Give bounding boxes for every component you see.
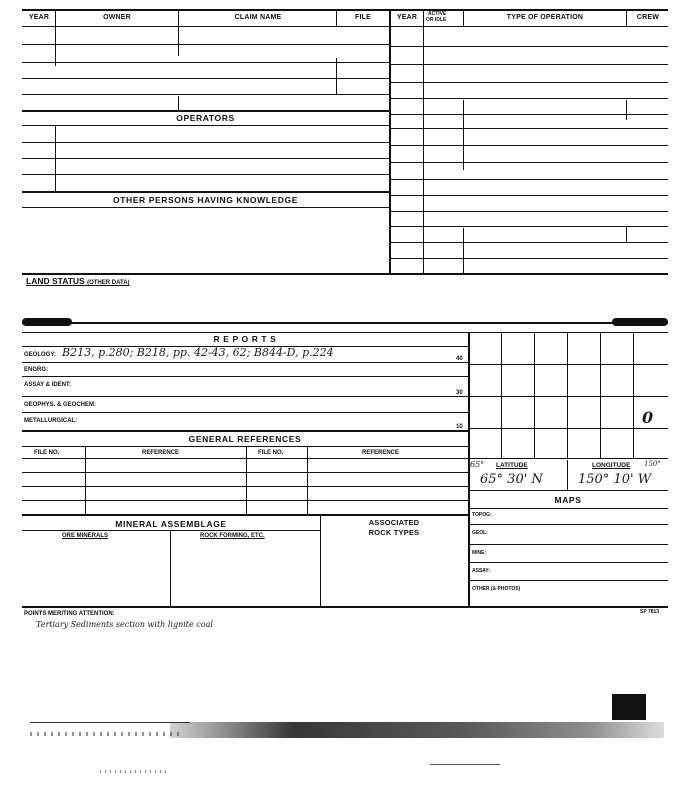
report-label-engrg: ENGRG: bbox=[24, 367, 48, 373]
maps-other: OTHER (& PHOTOS) bbox=[472, 586, 521, 592]
header-type-of-operation: TYPE OF OPERATION bbox=[506, 14, 584, 21]
report-num-30: 30 bbox=[456, 390, 463, 396]
maps-title: MAPS bbox=[554, 495, 582, 505]
report-label-assay: ASSAY & IDENT: bbox=[24, 382, 72, 388]
land-status-title: LAND STATUS bbox=[26, 276, 85, 286]
report-label-geophys: GEOPHYS. & GEOCHEM: bbox=[24, 402, 97, 408]
report-label-geology: GEOLOGY: bbox=[24, 352, 56, 358]
header-year-2: YEAR bbox=[396, 14, 418, 21]
associated-label: ASSOCIATED bbox=[368, 518, 420, 527]
land-status-subtitle: (OTHER DATA) bbox=[87, 280, 130, 286]
operators-title: OPERATORS bbox=[176, 113, 235, 123]
scan-smudge-band bbox=[170, 722, 664, 738]
grid-mark: 0 bbox=[642, 408, 654, 427]
report-num-40: 40 bbox=[456, 356, 463, 362]
rock-types-label: ROCK TYPES bbox=[368, 528, 420, 537]
maps-topog: TOPOG: bbox=[472, 512, 492, 518]
points-meriting-label: POINTS MERITING ATTENTION: bbox=[24, 611, 115, 617]
report-value-geology: B213, p.280; B218, pp. 42-43, 62; B844-D, p.224 bbox=[62, 346, 334, 359]
scan-speckle-2 bbox=[100, 770, 170, 773]
header-year: YEAR bbox=[28, 14, 50, 21]
maps-mine: MINE: bbox=[472, 550, 487, 556]
report-label-metallurgical: METALLURGICAL: bbox=[24, 418, 78, 424]
scan-black-block bbox=[612, 694, 646, 720]
form-number: SP 7813 bbox=[640, 609, 660, 615]
ref-header-file-no-1: FILE NO. bbox=[34, 450, 60, 456]
section-divider bbox=[22, 322, 668, 324]
header-claim-name: CLAIM NAME bbox=[234, 14, 282, 21]
latitude-label: LATITUDE bbox=[496, 462, 528, 469]
header-or-idle: OR IDLE bbox=[426, 17, 447, 23]
other-persons-title: OTHER PERSONS HAVING KNOWLEDGE bbox=[112, 195, 299, 205]
left-tab bbox=[22, 318, 72, 326]
scan-speckle bbox=[30, 732, 180, 736]
mineral-assemblage-title: MINERAL ASSEMBLAGE bbox=[115, 519, 227, 529]
longitude-suffix: 150° bbox=[644, 460, 661, 468]
longitude-label: LONGITUDE bbox=[592, 462, 631, 469]
scan-line-bottom bbox=[430, 764, 500, 765]
rock-forming-header: ROCK FORMING, ETC. bbox=[200, 533, 265, 539]
right-tab bbox=[612, 318, 668, 326]
ref-header-reference-2: REFERENCE bbox=[362, 450, 400, 456]
scan-line-left bbox=[30, 722, 190, 723]
ore-minerals-header: ORE MINERALS bbox=[62, 533, 109, 539]
report-num-10: 10 bbox=[456, 424, 463, 430]
header-active: ACTIVE bbox=[428, 11, 447, 17]
header-owner: OWNER bbox=[103, 14, 131, 21]
general-references-title: GENERAL REFERENCES bbox=[188, 434, 302, 444]
ref-header-file-no-2: FILE NO. bbox=[258, 450, 284, 456]
longitude-value: 150° 10' W bbox=[578, 472, 652, 487]
maps-assay: ASSAY: bbox=[472, 568, 491, 574]
header-crew: CREW bbox=[636, 14, 660, 21]
header-file: FILE bbox=[355, 14, 371, 21]
latitude-value: 65° 30' N bbox=[480, 472, 543, 487]
ref-header-reference-1: REFERENCE bbox=[142, 450, 180, 456]
latitude-prefix: 65° bbox=[470, 460, 485, 469]
points-meriting-note: Tertiary Sediments section with lignite coal bbox=[36, 620, 213, 629]
land-status bbox=[26, 276, 130, 286]
maps-geol: GEOL: bbox=[472, 530, 488, 536]
reports-title: R E P O R T S bbox=[213, 334, 277, 344]
